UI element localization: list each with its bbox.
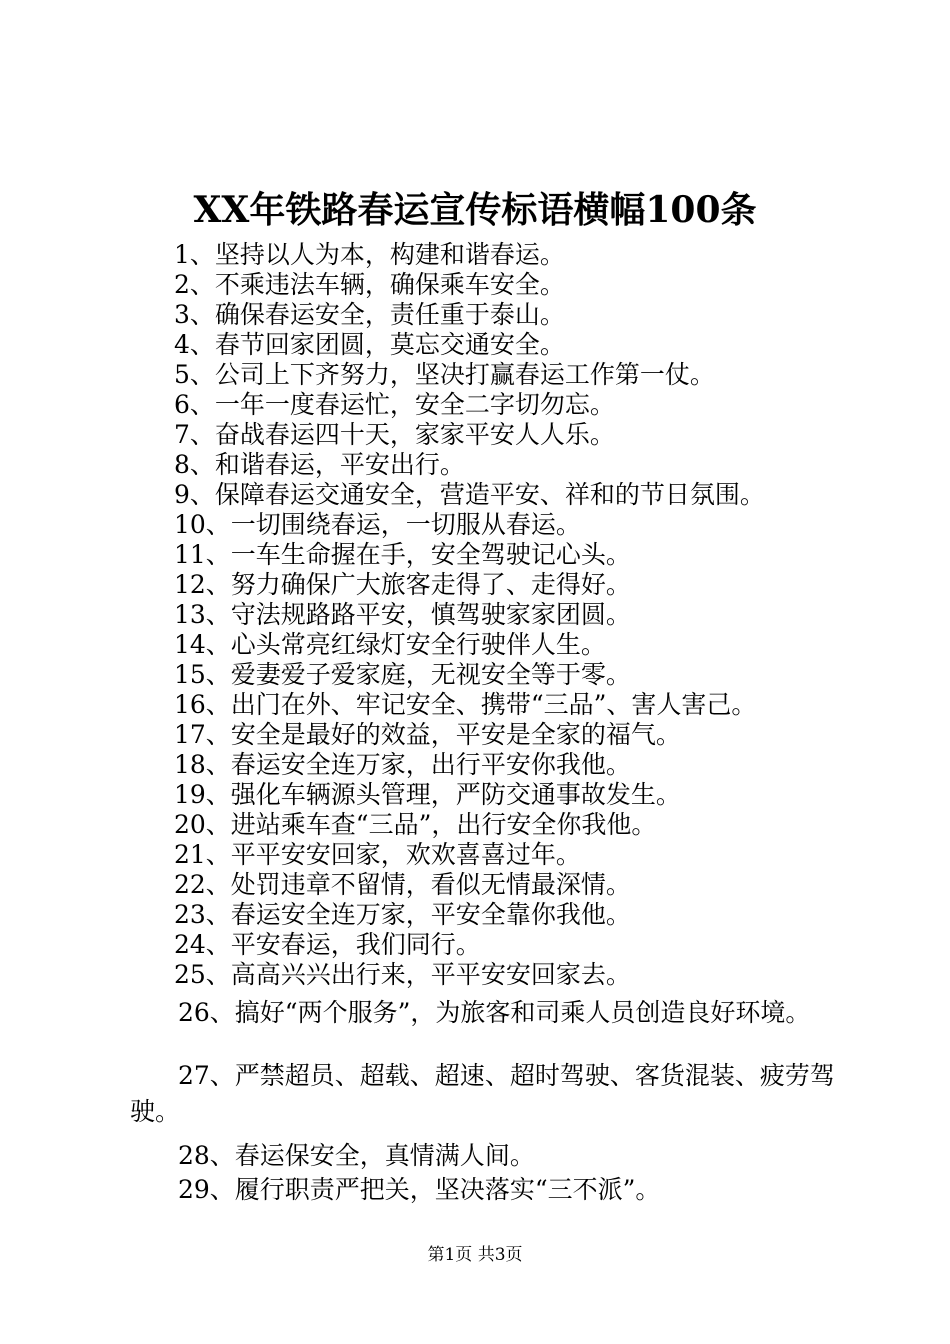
list-item: 21、平平安安回家，欢欢喜喜过年。 (174, 840, 581, 869)
list-item: 13、守法规路路平安，慎驾驶家家团圆。 (174, 600, 631, 629)
list-item: 22、处罚违章不留情，看似无情最深情。 (174, 870, 631, 899)
list-item: 26、搞好“两个服务”，为旅客和司乘人员创造良好环境。 (178, 998, 811, 1027)
list-item: 20、进站乘车查“三品”，出行安全你我他。 (174, 810, 657, 839)
list-item: 10、一切围绕春运，一切服从春运。 (174, 510, 581, 539)
list-item: 1、坚持以人为本，构建和谐春运。 (174, 240, 565, 269)
list-item: 18、春运安全连万家，出行平安你我他。 (174, 750, 631, 779)
list-item: 12、努力确保广大旅客走得了、走得好。 (174, 570, 631, 599)
list-item: 19、强化车辆源头管理，严防交通事故发生。 (174, 780, 681, 809)
page-number: 第1页 共3页 (427, 1245, 523, 1265)
list-item: 5、公司上下齐努力，坚决打赢春运工作第一仗。 (174, 360, 715, 389)
list-item: 17、安全是最好的效益，平安是全家的福气。 (174, 720, 681, 749)
list-item: 15、爱妻爱子爱家庭，无视安全等于零。 (174, 660, 631, 689)
list-item: 7、奋战春运四十天，家家平安人人乐。 (174, 420, 615, 449)
list-item: 14、心头常亮红绿灯安全行驶伴人生。 (174, 630, 606, 659)
list-item: 24、平安春运，我们同行。 (174, 930, 481, 959)
list-item: 25、高高兴兴出行来，平平安安回家去。 (174, 960, 631, 989)
list-item: 2、不乘违法车辆，确保乘车安全。 (174, 270, 565, 299)
list-item: 4、春节回家团圆，莫忘交通安全。 (174, 330, 565, 359)
list-item: 8、和谐春运，平安出行。 (174, 450, 465, 479)
list-item: 3、确保春运安全，责任重于泰山。 (174, 300, 565, 329)
list-item: 16、出门在外、牢记安全、携带“三品”、害人害己。 (174, 690, 757, 719)
list-item: 28、春运保安全，真情满人间。 (178, 1141, 535, 1170)
page-title: XX年铁路春运宣传标语横幅100条 (193, 189, 757, 231)
list-item: 6、一年一度春运忙，安全二字切勿忘。 (174, 390, 615, 419)
list-item: 9、保障春运交通安全，营造平安、祥和的节日氛围。 (174, 480, 765, 509)
list-item: 23、春运安全连万家，平安全靠你我他。 (174, 900, 631, 929)
list-item: 29、履行职责严把关，坚决落实“三不派”。 (178, 1175, 661, 1204)
list-item: 11、一车生命握在手，安全驾驶记心头。 (174, 540, 631, 569)
list-item: 27、严禁超员、超载、超速、超时驾驶、客货混装、疲劳驾驶。 (130, 1061, 835, 1126)
